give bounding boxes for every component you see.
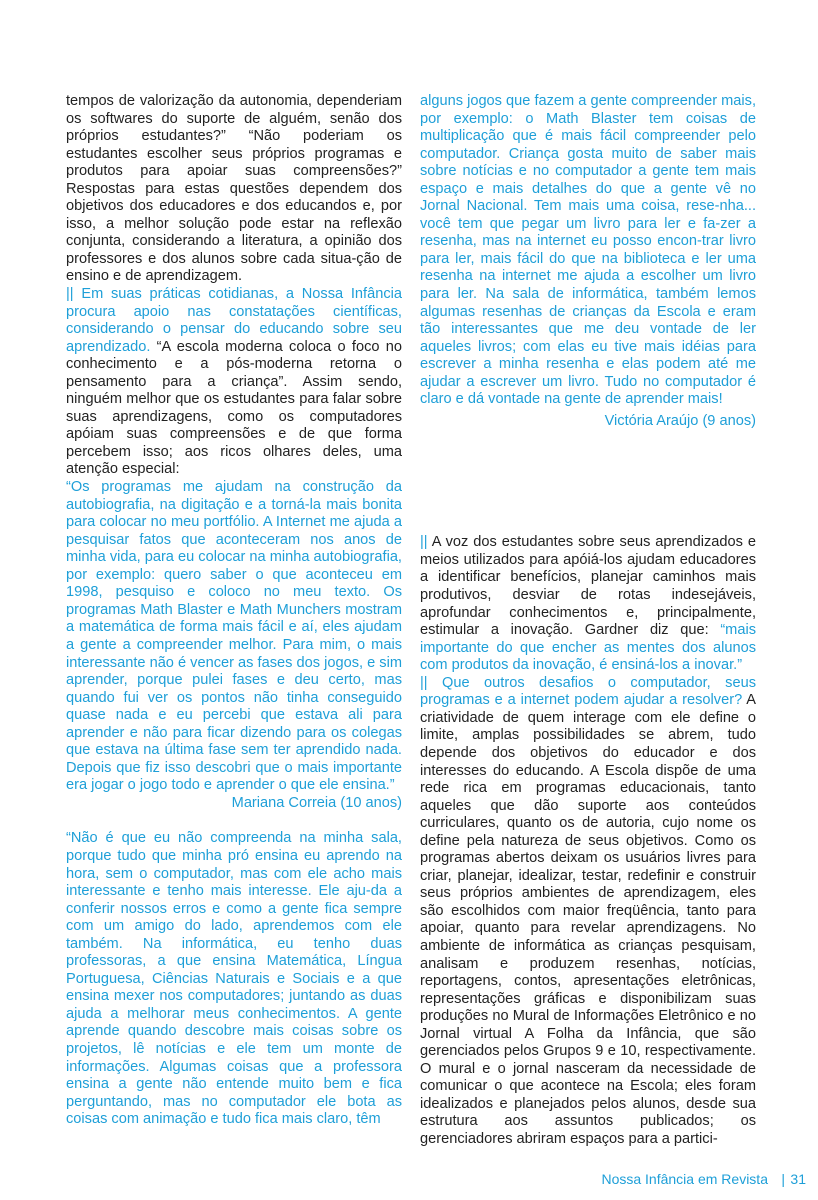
left-column	[66, 93, 402, 1129]
section-marker: ||	[420, 534, 428, 551]
paragraph-practices	[66, 286, 402, 479]
gardner-quote: “mais importante do que encher as mentes dos alunos com produtos da inovação, é ensiná-los a inovar.”	[420, 622, 756, 674]
section-marker: ||	[420, 674, 428, 691]
footer-separator: |	[781, 1171, 785, 1187]
spacer	[66, 812, 402, 830]
quote-signature-mariana: Mariana Correia (10 anos)	[231, 794, 402, 811]
page-number: 31	[790, 1171, 806, 1187]
student-quote-victoria: “Não é que eu não compreenda na minha sala, porque tudo que minha pró ensina eu aprendo na hora, sem o computador, mas com ele acho mais interessante e tenho mais interesse. Ele aju-da a conferir nossos erros e como a gente fica sempre com um amigo do lado, aprendemos com ele também. Na informática, eu tenho duas professoras, a que ensina Matemática, Língua Portuguesa, Ciências Naturais e Sociais e a que ensina mexer nos computadores; juntando as duas ajuda a melhorar meus conhecimentos. A gente aprende quando descobre mais coisas sobre os projetos, lê notícias e ele tem um monte de informações. Algumas coisas que a professora ensina a gente não entende muito bem e fica perguntando, mas no computador ele bota as coisas com animação e tudo fica mais claro, têm	[66, 830, 402, 1128]
student-quote-mariana: “Os programas me ajudam na construção da autobiografia, na digitação e a torná-la mais bonita para colocar no meu portfólio. A Internet me ajuda a pesquisar fatos que aconteceram nos anos de minha vida, para eu colocar na minha autobiografia, por exemplo: quero saber o que aconteceu em 1998, pesquiso e coloco no meu texto. Os programas Math Blaster e Math Munchers mostram a matemática de forma mais fácil e aí, eles ajudam a gente a compreender melhor. Para mim, o mais interessante não é vencer as fases dos jogos, e sim aprender, porque pulei fases e deu certo, mas quando fui ver os pontos não tinha conseguido quase nada e eu percebi que estava ali para aprender e não para ficar dizendo para os colegas que estava na última fase sem ter aprendido nada. Depois que fiz isso descobri que o mais importante era jogar o jogo todo e aprender o que ele ensina.”	[66, 479, 402, 794]
section-marker: ||	[66, 286, 74, 303]
quote-signature-victoria: Victória Araújo (9 anos)	[604, 412, 756, 429]
highlighted-question: Que outros desafios o computador, seus programas e a internet podem ajudar a resolver?	[420, 674, 756, 709]
paragraph-student-voice	[420, 534, 756, 674]
highlighted-question: Em suas práticas cotidianas, a Nossa Infância procura apoio nas constatações científicas, considerando o pensar do educando sobre seu aprendizado.	[66, 286, 402, 355]
student-quote-victoria-continued: alguns jogos que fazem a gente compreender mais, por exemplo: o Math Blaster tem coisas de multiplicação que é mais fácil compreender pelo computador. Criança gosta muito de saber mais sobre notícias e no computador a gente tem mais espaço e mais detalhes do que a gente vê no Jornal Nacional. Tem mais uma coisa, rese-nha... você tem que pegar um livro para ler e fa-zer a resenha, mas na internet eu posso encon-trar livro para ler, mais fácil do que na biblioteca e ler uma resenha na internet me ajuda a escolher um livro para ler. Na sala de informática, também lemos algumas resenhas de crianças da Escola e eram tão interessantes que me deu vontade de ler aqueles livros; com elas eu tive mais idéias para escrever a minha resenha e elas podem até me ajudar a escrever um livro. Tudo no computador é claro e dá vontade na gente de aprender mais!	[420, 93, 756, 408]
magazine-title: Nossa Infância em Revista	[601, 1171, 768, 1187]
paragraph-body: “A escola moderna coloca o foco no conhecimento e a pós-moderna retorna o pensamento para a criança”. Assim sendo, ninguém melhor que os estudantes para falar sobre suas aprendizagens, como os computadores apóiam suas compreensões e de que forma percebem isso; aos ricos olhares deles, uma atenção especial:	[66, 338, 402, 478]
spacer	[420, 430, 756, 534]
right-column	[420, 93, 756, 1149]
paragraph-intro: tempos de valorização da autonomia, dependeriam os softwares do suporte de alguém, senão dos próprios estudantes?” “Não poderiam os estudantes escolher seus próprios programas e produtos para apoiar suas compreensões?” Respostas para estas questões dependem dos objetivos dos educadores e dos educandos e, por isso, a melhor solução pode estar na reflexão conjunta, considerando a literatura, a opinião dos professores e dos alunos sobre cada situa-ção de ensino e de aprendizagem.	[66, 93, 402, 285]
paragraph-body: A voz dos estudantes sobre seus aprendizados e meios utilizados para apóiá-los ajudam educadores a identificar benefícios, planejar caminhos mais produtivos, desviar de rotas indesejáveis, aprofundar conhecimentos e, principalmente, estimular a inovação. Gardner diz que:	[420, 534, 756, 639]
paragraph-challenges	[420, 675, 756, 1149]
paragraph-body: A criatividade de quem interage com ele define o limite, amplas possibilidades se abrem, tudo depende dos objetivos do educador e dos interesses do educando. A Escola dispõe de uma rede rica em programas educacionais, tanto aqueles que dão suporte aos conteúdos curriculares, quanto os de autoria, cujo nome os define pela natureza de seus objetivos. Como os programas abertos deixam os usuários livres para criar, planejar, idealizar, testar, redefinir e construir seus próprios ambientes de aprendizagem, eles são escolhidos com maior freqüência, tanto para apoiar, quanto para revelar aprendizagens. No ambiente de informática as crianças pesquisam, analisam e produzem resenhas, notícias, reportagens, contos, apresentações eletrônicas, representações gráficas e disponibilizam suas produções no Mural de Informações Eletrônico e no Jornal virtual A Folha da Infância, que são gerenciados pelos Grupos 9 e 10, respectivamente. O mural e o jornal nasceram da necessidade de comunicar o que acontece na Escola; eles foram idealizados e planejados pelos alunos, desde sua estrutura aos assuntos publicados; os gerenciadores abriram espaços para a partici-	[420, 692, 757, 1147]
